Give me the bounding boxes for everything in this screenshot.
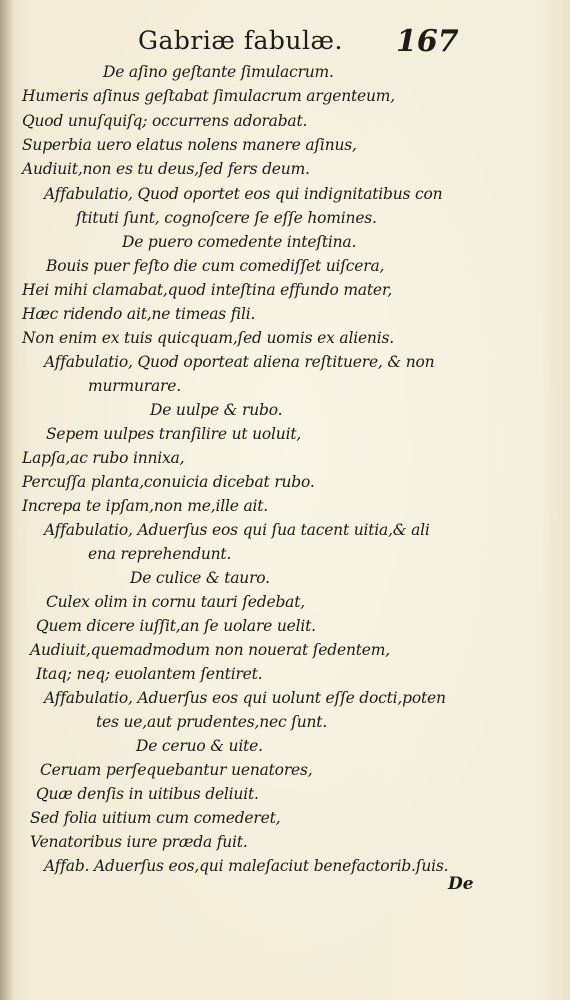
running-title: Gabriæ fabulæ.	[138, 26, 343, 55]
fable-heading: De puero comedente inteſtina.	[122, 233, 357, 251]
text-line: Hæc ridendo ait,ne timeas fili.	[22, 305, 256, 323]
moral-line: Affabulatio, Aduerſus eos qui uolunt eſſe docti,poten	[44, 689, 446, 707]
text-line: Hei mihi clamabat,quod inteſtina effundo mater,	[22, 281, 393, 299]
moral-line: Affabulatio, Quod oporteat aliena reſtituere, & non	[44, 353, 435, 371]
fable-heading: De ceruo & uite.	[136, 737, 263, 755]
text-line: Non enim ex tuis quicquam,ſed uomis ex alienis.	[22, 329, 394, 347]
text-line: Sepem uulpes tranſilire ut uoluit,	[46, 425, 302, 443]
text-line: Audiuit,non es tu deus,ſed fers deum.	[22, 160, 310, 178]
catchword: De	[448, 874, 474, 894]
text-line: Quem dicere iuſſit,an ſe uolare uelit.	[36, 617, 316, 635]
text-line: Venatoribus iure præda fuit.	[30, 833, 248, 851]
text-line: Quæ denſis in uitibus deliuit.	[36, 785, 259, 803]
text-line: Lapſa,ac rubo innixa,	[22, 449, 185, 467]
moral-continuation: ſtituti ſunt, cognoſcere ſe eſſe homines.	[76, 209, 377, 227]
text-line: Humeris aſinus geſtabat ſimulacrum argenteum,	[22, 87, 396, 105]
text-line: Superbia uero elatus nolens manere aſinus,	[22, 136, 357, 154]
fable-heading: De aſino geſtante ſimulacrum.	[103, 63, 334, 81]
page-number: 167	[396, 24, 459, 59]
page-gutter-shadow	[0, 0, 14, 1000]
text-line: Audiuit,quemadmodum non nouerat ſedentem,	[30, 641, 390, 659]
fable-heading: De uulpe & rubo.	[150, 401, 283, 419]
moral-continuation: ena reprehendunt.	[88, 545, 232, 563]
moral-continuation: murmurare.	[88, 377, 181, 395]
text-line: Culex olim in cornu tauri ſedebat,	[46, 593, 305, 611]
moral-line: Affab. Aduerſus eos,qui maleſaciut benefactorib.ſuis.	[44, 857, 449, 875]
text-line: Ceruam perſequebantur uenatores,	[40, 761, 313, 779]
moral-continuation: tes ue,aut prudentes,nec ſunt.	[96, 713, 328, 731]
fable-heading: De culice & tauro.	[130, 569, 270, 587]
text-line: Sed folia uitium cum comederet,	[30, 809, 281, 827]
text-line: Quod unuſquiſq; occurrens adorabat.	[22, 112, 308, 130]
text-line: Increpa te ipſam,non me,ille ait.	[22, 497, 269, 515]
text-line: Bouis puer feſto die cum comediſſet uiſcera,	[46, 257, 385, 275]
text-line: Itaq; neq; euolantem ſentiret.	[36, 665, 263, 683]
moral-line: Affabulatio, Quod oportet eos qui indignitatibus con	[44, 185, 443, 203]
text-line: Percuſſa planta,conuicia dicebat rubo.	[22, 473, 315, 491]
moral-line: Affabulatio, Aduerſus eos qui ſua tacent uitia,& ali	[44, 521, 430, 539]
